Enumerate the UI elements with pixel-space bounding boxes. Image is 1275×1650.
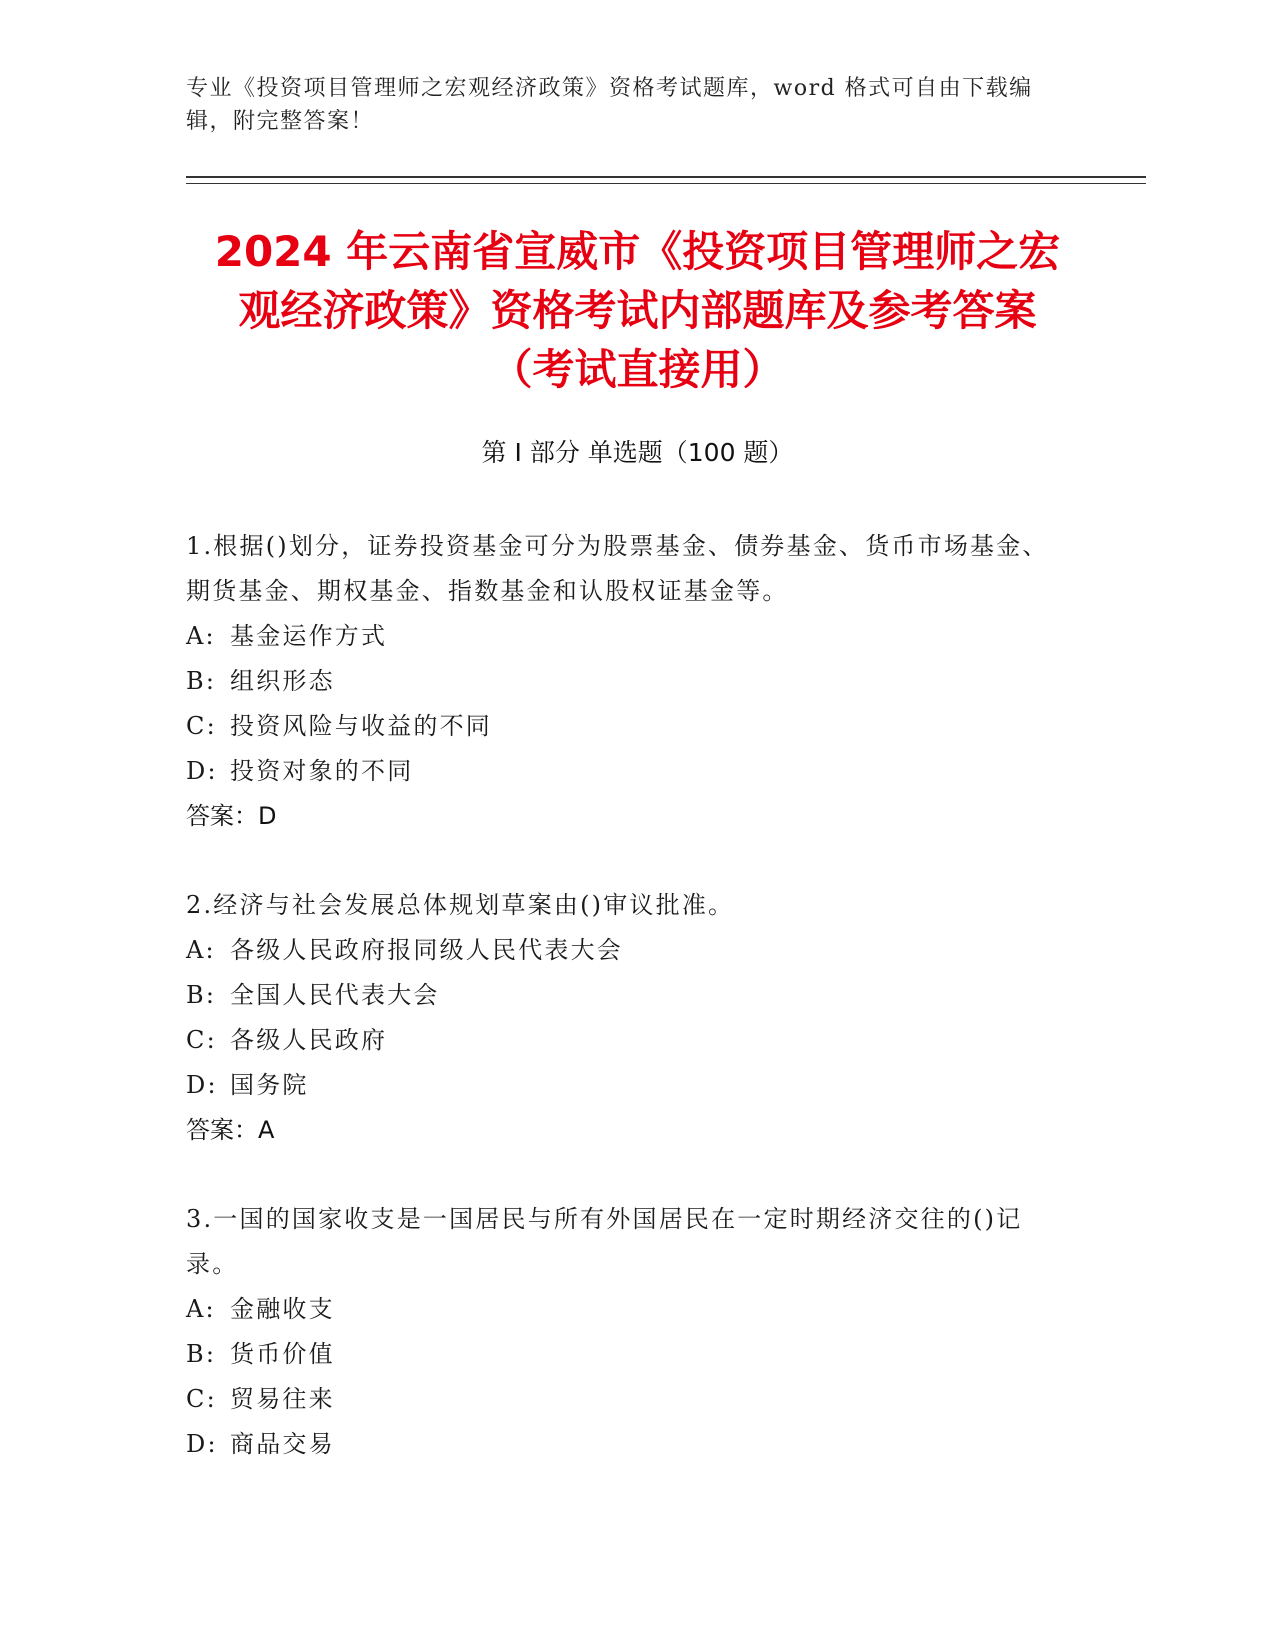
title-line: 观经济政策》资格考试内部题库及参考答案 — [238, 286, 1037, 335]
option-text: 贸易往来 — [230, 1385, 335, 1413]
option-text: 各级人民政府 — [230, 1026, 388, 1054]
question-option — [186, 614, 1066, 659]
header-divider-thick — [186, 176, 1146, 178]
option-text: 投资对象的不同 — [230, 757, 414, 785]
question-stem: 3.一国的国家收支是一国居民与所有外国居民在一定时期经济交往的()记录。 — [186, 1205, 1023, 1278]
question-option — [186, 1018, 1066, 1063]
option-letter: A: — [186, 936, 216, 964]
option-letter: B: — [186, 981, 217, 1009]
question-answer: 答案：D — [186, 802, 277, 830]
option-letter: D: — [186, 757, 218, 785]
question-item — [186, 524, 1066, 839]
title-line: （考试直接用） — [490, 345, 785, 394]
section-heading: 第 I 部分 单选题（100 题） — [481, 438, 794, 467]
question-option — [186, 1332, 1066, 1377]
question-option — [186, 1422, 1066, 1467]
option-text: 全国人民代表大会 — [230, 981, 440, 1009]
option-letter: D: — [186, 1071, 218, 1099]
option-letter: D: — [186, 1430, 218, 1458]
option-letter: C: — [186, 1026, 217, 1054]
question-option — [186, 1063, 1066, 1108]
option-letter: A: — [186, 1295, 216, 1323]
option-letter: A: — [186, 622, 216, 650]
option-text: 基金运作方式 — [230, 622, 388, 650]
question-answer: 答案：A — [186, 1116, 275, 1144]
question-list — [186, 524, 1066, 1511]
question-option — [186, 704, 1066, 749]
title-line: 2024 年云南省宣威市《投资项目管理师之宏 — [214, 227, 1061, 276]
option-letter: B: — [186, 667, 217, 695]
option-text: 金融收支 — [230, 1295, 335, 1323]
question-option — [186, 928, 1066, 973]
option-letter: B: — [186, 1340, 217, 1368]
header-note: 专业《投资项目管理师之宏观经济政策》资格考试题库，word 格式可自由下载编辑，附完整答案！ — [186, 76, 1033, 134]
header-divider-thin — [186, 183, 1146, 184]
question-option — [186, 659, 1066, 704]
question-stem: 2.经济与社会发展总体规划草案由()审议批准。 — [186, 891, 735, 919]
option-text: 组织形态 — [230, 667, 335, 695]
option-text: 国务院 — [230, 1071, 309, 1099]
option-text: 各级人民政府报同级人民代表大会 — [230, 936, 623, 964]
option-text: 商品交易 — [230, 1430, 335, 1458]
option-letter: C: — [186, 1385, 217, 1413]
option-text: 货币价值 — [230, 1340, 335, 1368]
option-letter: C: — [186, 712, 217, 740]
question-item — [186, 883, 1066, 1153]
question-option — [186, 749, 1066, 794]
question-option — [186, 1377, 1066, 1422]
document-title — [160, 222, 1115, 399]
question-option — [186, 973, 1066, 1018]
question-stem: 1.根据()划分，证券投资基金可分为股票基金、债券基金、货币市场基金、期货基金、期权基金、指数基金和认股权证基金等。 — [186, 532, 1049, 605]
option-text: 投资风险与收益的不同 — [230, 712, 492, 740]
question-item — [186, 1197, 1066, 1467]
question-option — [186, 1287, 1066, 1332]
